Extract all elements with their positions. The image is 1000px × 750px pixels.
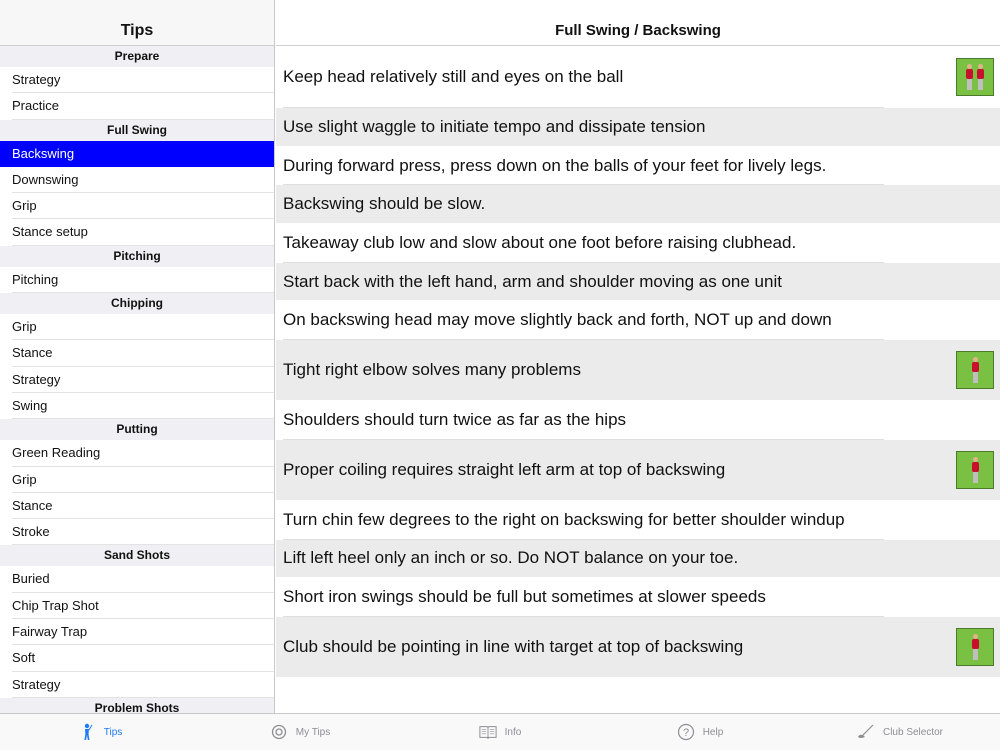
tip-row[interactable]	[276, 578, 1000, 617]
sidebar-item[interactable]: Pitching	[0, 267, 274, 293]
golfer-body	[966, 69, 973, 79]
sidebar-item[interactable]: Chip Trap Shot	[0, 593, 274, 619]
golfer-body	[972, 362, 979, 372]
tip-row[interactable]	[276, 540, 1000, 579]
tip-row[interactable]	[276, 147, 1000, 186]
golfer-body	[972, 639, 979, 649]
tip-thumbnail[interactable]	[956, 351, 994, 389]
sidebar-item[interactable]: Grip	[0, 193, 274, 219]
golfer-figure	[965, 62, 974, 92]
tip-text: During forward press, press down on the balls of your feet for lively legs.	[283, 155, 827, 175]
tip-row[interactable]	[276, 340, 1000, 401]
golfer-figure	[976, 62, 985, 92]
sidebar-item[interactable]: Green Reading	[0, 440, 274, 466]
tip-thumbnail[interactable]	[956, 451, 994, 489]
golfer-figure	[971, 632, 980, 662]
golfer-legs	[967, 79, 972, 90]
question-icon	[677, 723, 695, 741]
tip-text: Tight right elbow solves many problems	[283, 360, 581, 380]
tip-row[interactable]	[276, 501, 1000, 540]
tip-row[interactable]	[276, 301, 1000, 340]
tip-row[interactable]	[276, 185, 1000, 224]
tab-club-selector[interactable]	[800, 714, 1000, 750]
sidebar-item[interactable]: Stance	[0, 493, 274, 519]
tip-text: Shoulders should turn twice as far as the hips	[283, 409, 627, 429]
tip-text: Turn chin few degrees to the right on backswing for better shoulder windup	[283, 509, 845, 529]
tip-text: Proper coiling requires straight left arm at top of backswing	[283, 459, 726, 479]
golfer-legs	[973, 372, 978, 383]
sidebar-item[interactable]: Buried	[0, 566, 274, 592]
tab-label: Info	[504, 726, 522, 738]
sidebar-item[interactable]: Swing	[0, 393, 274, 419]
golfer-legs	[973, 472, 978, 483]
tip-row[interactable]	[276, 108, 1000, 147]
tip-text: Start back with the left hand, arm and shoulder moving as one unit	[283, 271, 782, 291]
tip-text: On backswing head may move slightly back and forth, NOT up and down	[283, 310, 832, 330]
section-header: Problem Shots	[0, 698, 274, 713]
detail-pane	[276, 0, 1000, 713]
tab-label: Tips	[103, 726, 123, 738]
golfer-body	[972, 462, 979, 472]
tip-row[interactable]	[276, 224, 1000, 263]
tab-label: Help	[702, 726, 724, 738]
sidebar-item[interactable]: Practice	[0, 93, 274, 119]
tab-tips[interactable]	[0, 714, 200, 750]
sidebar-item[interactable]: Strategy	[0, 67, 274, 93]
tip-row[interactable]	[276, 401, 1000, 440]
golfer-legs	[978, 79, 983, 90]
tip-thumbnail[interactable]	[956, 58, 994, 96]
tip-row[interactable]	[276, 440, 1000, 501]
tab-label: My Tips	[295, 726, 331, 738]
section-header: Full Swing	[0, 120, 274, 141]
sidebar-item[interactable]: Stance	[0, 340, 274, 366]
sidebar-item[interactable]: Grip	[0, 314, 274, 340]
tip-text: Takeaway club low and slow about one foot before raising clubhead.	[283, 232, 797, 252]
sidebar-title: Tips	[0, 16, 274, 46]
tip-text: Keep head relatively still and eyes on the ball	[283, 67, 624, 86]
tab-my-tips[interactable]	[200, 714, 400, 750]
sidebar-item[interactable]: Stroke	[0, 519, 274, 545]
tip-row[interactable]	[276, 617, 1000, 678]
golfer-legs	[973, 649, 978, 660]
tip-thumbnail[interactable]	[956, 628, 994, 666]
tab-bar	[0, 713, 1000, 750]
tip-text: Lift left heel only an inch or so. Do NOT balance on your toe.	[283, 548, 739, 568]
sidebar-item[interactable]: Grip	[0, 467, 274, 493]
sidebar-item[interactable]: Fairway Trap	[0, 619, 274, 645]
tip-text: Club should be pointing in line with target at top of backswing	[283, 636, 744, 656]
tab-help[interactable]	[600, 714, 800, 750]
target-icon	[270, 723, 288, 741]
tips-list[interactable]	[276, 47, 1000, 678]
sidebar-item[interactable]: Strategy	[0, 367, 274, 393]
tip-text: Short iron swings should be full but sometimes at slower speeds	[283, 587, 766, 607]
golfer-figure	[971, 355, 980, 385]
club-icon	[857, 723, 875, 741]
tab-info[interactable]	[400, 714, 600, 750]
sidebar-item[interactable]: Backswing	[0, 141, 274, 167]
tip-row[interactable]	[276, 263, 1000, 302]
svg-text:?: ?	[682, 727, 689, 739]
section-header: Chipping	[0, 293, 274, 314]
sidebar-list[interactable]	[0, 46, 274, 713]
section-header: Putting	[0, 419, 274, 440]
book-icon	[479, 723, 497, 741]
sidebar-item[interactable]: Strategy	[0, 672, 274, 698]
golfer-figure	[971, 455, 980, 485]
tip-row[interactable]	[276, 47, 1000, 108]
tip-text: Use slight waggle to initiate tempo and dissipate tension	[283, 116, 706, 136]
sidebar-item[interactable]: Soft	[0, 645, 274, 671]
tab-label: Club Selector	[882, 726, 944, 738]
section-header: Pitching	[0, 246, 274, 267]
tip-text: Backswing should be slow.	[283, 194, 486, 214]
sidebar	[0, 0, 275, 713]
section-header: Sand Shots	[0, 545, 274, 566]
detail-title: Full Swing / Backswing	[276, 16, 1000, 46]
sidebar-item[interactable]: Downswing	[0, 167, 274, 193]
golfer-body	[977, 69, 984, 79]
golfer-icon	[78, 723, 96, 741]
sidebar-item[interactable]: Stance setup	[0, 219, 274, 245]
section-header: Prepare	[0, 46, 274, 67]
